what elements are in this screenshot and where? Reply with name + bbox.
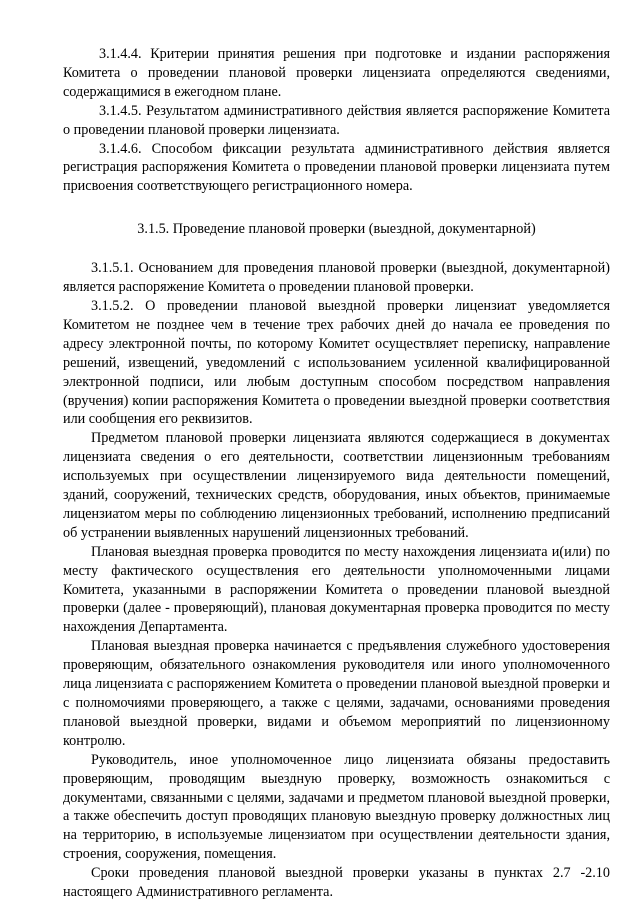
paragraph-deadlines: Сроки проведения плановой выездной проверки указаны в пунктах 2.7 -2.10 настоящего Административного регламента.: [63, 865, 610, 901]
document-body: [63, 45, 610, 902]
paragraph-obligations: Руководитель, иное уполномоченное лицо лицензиата обязаны предоставить проверяющим, проводящим выездную проверку, возможность ознакомиться с документами, связанными с целями, задачами и предметом плановой выездной проверки, а также обеспечить доступ проводящих плановую выездную проверку должностных лиц на территорию, в используемые лицензиатом при осуществлении деятельности здания, строения, сооружения, помещения.: [63, 751, 610, 863]
paragraph-3-1-5-2: 3.1.5.2. О проведении плановой выездной проверки лицензиат уведомляется Комитетом не позднее чем в течение трех рабочих дней до начала ее проведения по адресу электронной почты, по которому Комитет осуществляет переписку, направление решений, извещений, уведомлений с использованием усиленной квалифицированной электронной подписи, или любым доступным способом посредством направления (вручения) копии распоряжения Комитета о проведении выездной проверки соответствия или сообщения его реквизитов.: [63, 297, 610, 428]
paragraph-3-1-4-5: 3.1.4.5. Результатом административного действия является распоряжение Комитета о проведении плановой проверки лицензиата.: [63, 102, 610, 138]
paragraph-start-of-inspection: Плановая выездная проверка начинается с предъявления служебного удостоверения проверяющим, обязательного ознакомления руководителя или иного уполномоченного лица лицензиата с распоряжением Комитета о проведении плановой выездной проверки и с полномочиями проверяющего, а также с целями, задачами, основаниями проведения плановой выездной проверки, видами и объемом мероприятий по лицензионному контролю.: [63, 638, 610, 749]
section-heading: 3.1.5. Проведение плановой проверки (выездной, документарной): [137, 221, 536, 238]
paragraph-3-1-4-6: 3.1.4.6. Способом фиксации результата административного действия является регистрация распоряжения Комитета о проведении плановой проверки лицензиата путем присвоения соответствующего регистрационного номера.: [63, 140, 610, 195]
paragraph-3-1-4-4: 3.1.4.4. Критерии принятия решения при подготовке и издании распоряжения Комитета о проведении плановой проверки лицензиата определяются сведениями, содержащимися в ежегодном плане.: [63, 46, 610, 100]
paragraph-place-of-inspection: Плановая выездная проверка проводится по месту нахождения лицензиата и(или) по месту фактического осуществления его деятельности уполномоченными лицами Комитета, указанными в распоряжении Комитета о проведении плановой выездной проверки (далее - проверяющий), плановая документарная проверка проводится по месту нахождения Департамента.: [63, 543, 610, 636]
paragraph-subject-of-inspection: Предметом плановой проверки лицензиата являются содержащиеся в документах лицензиата сведения о его деятельности, соответствии лицензионным требованиям используемых при осуществлении лицензируемого вида деятельности помещений, зданий, сооружений, технических средств, оборудования, иных объектов, принимаемые лицензиатом меры по соблюдению лицензионных требований, исполнению предписаний об устранении выявленных нарушений лицензионных требований.: [63, 430, 610, 541]
paragraph-3-1-5-1: 3.1.5.1. Основанием для проведения плановой проверки (выездной, документарной) является распоряжение Комитета о проведении плановой проверки.: [63, 260, 610, 296]
